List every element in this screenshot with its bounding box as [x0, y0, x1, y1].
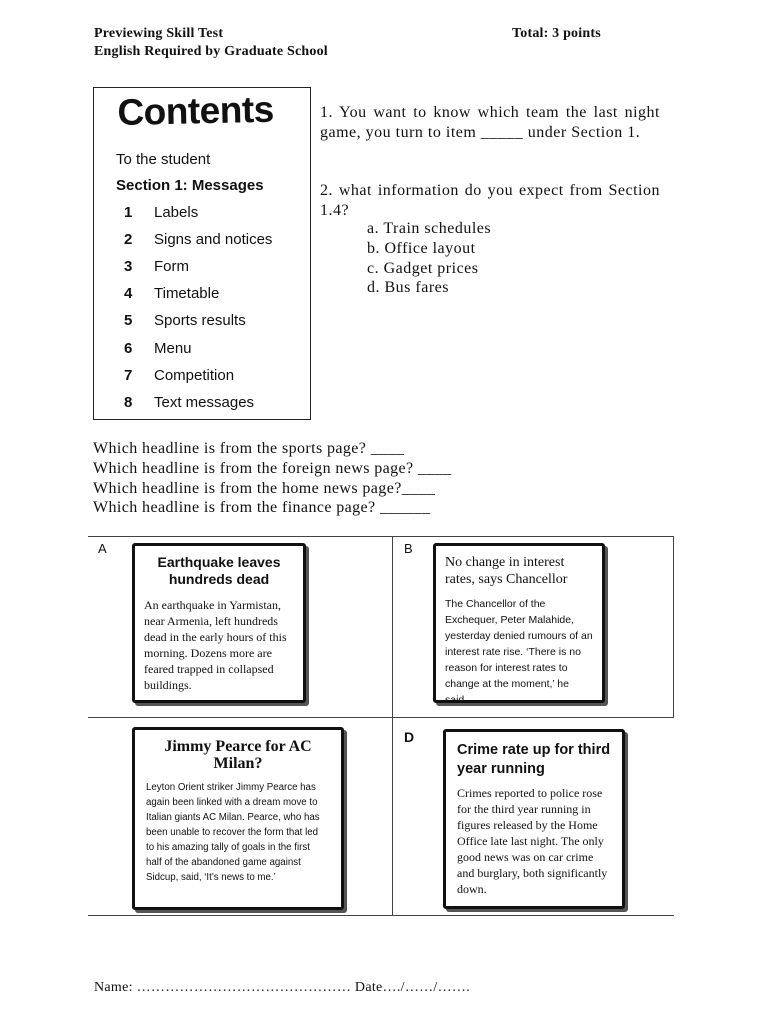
article-c-headline: Jimmy Pearce for AC Milan? — [164, 738, 312, 772]
article-b-body: The Chancellor of the Exchequer, Peter Malahide, yesterday denied rumours of an interest rate rise. ‘There is no reason for interest rates to change at the moment,’ he said. — [445, 598, 593, 706]
item-number: 4 — [124, 285, 133, 302]
contents-item — [124, 394, 254, 411]
to-the-student: To the student — [116, 151, 211, 168]
contents-title: Contents — [117, 88, 275, 133]
headline-grid — [88, 536, 674, 916]
contents-item — [124, 340, 192, 357]
item-number: 7 — [124, 367, 133, 384]
contents-item — [124, 312, 246, 329]
option-d: d. Bus fares — [367, 279, 449, 296]
article-d-letter: D — [404, 729, 415, 745]
article-c-body: Leyton Orient striker Jimmy Pearce has again been linked with a dream move to Italian giants AC Milan. Pearce, who has been unable to recover the form that led to his amazing tally of goals in the first half of the abandoned game against Sidcup, said, ‘It’s news to me.’ — [146, 782, 320, 883]
article-c-card — [132, 727, 344, 910]
item-number: 8 — [124, 394, 133, 411]
item-label: Menu — [154, 340, 192, 357]
item-label: Text messages — [154, 394, 255, 411]
grid-divider — [88, 717, 674, 718]
item-label: Labels — [154, 204, 199, 221]
option-c: c. Gadget prices — [367, 260, 479, 277]
grid-divider — [392, 537, 393, 915]
article-a-body: An earthquake in Yarmistan, near Armenia, left hundreds dead in the early hours of this morning. Dozens more are feared trapped in collapsed buildings. — [144, 598, 287, 692]
article-a-card — [132, 543, 306, 703]
grid-divider — [673, 537, 674, 717]
contents-item — [124, 285, 219, 302]
item-number: 6 — [124, 340, 133, 357]
article-b-headline: No change in interest rates, says Chancellor — [445, 555, 568, 587]
name-date-line: Name: ……………………………………… Date…./……/……. — [94, 980, 471, 995]
option-b: b. Office layout — [367, 240, 476, 257]
question-2: 2. what information do you expect from Section 1.4? — [320, 182, 660, 219]
item-number: 5 — [124, 312, 133, 329]
item-label: Signs and notices — [154, 231, 273, 248]
item-number: 3 — [124, 258, 133, 275]
test-title: Previewing Skill Test — [94, 26, 224, 41]
article-d-card — [443, 729, 625, 909]
item-label: Form — [154, 258, 189, 275]
section-title: Section 1: Messages — [116, 177, 264, 194]
article-d-headline: Crime rate up for third year running — [457, 742, 611, 777]
option-a: a. Train schedules — [367, 220, 492, 237]
article-a-headline: Earthquake leaves hundreds dead — [157, 554, 281, 587]
contents-box — [93, 87, 311, 420]
item-number: 2 — [124, 231, 133, 248]
headline-question-foreign: Which headline is from the foreign news page? ____ — [93, 460, 452, 477]
total-points: Total: 3 points — [512, 26, 601, 41]
test-subtitle: English Required by Graduate School — [94, 44, 328, 59]
item-number: 1 — [124, 204, 133, 221]
headline-question-sports: Which headline is from the sports page? ____ — [93, 440, 405, 457]
article-b-letter: B — [404, 541, 413, 556]
headline-question-home: Which headline is from the home news page?____ — [93, 480, 436, 497]
contents-item — [124, 204, 198, 221]
article-d-body: Crimes reported to police rose for the third year running in figures released by the Home Office late last night. The only good news was on car crime and burglary, both significantly down. — [457, 786, 608, 896]
item-label: Timetable — [154, 285, 220, 302]
question-1: 1. You want to know which team the last night game, you turn to item _____ under Section 1. — [320, 104, 660, 141]
item-label: Competition — [154, 367, 235, 384]
article-b-card — [433, 543, 605, 706]
contents-item — [124, 367, 234, 384]
contents-item — [124, 231, 272, 248]
contents-item — [124, 258, 189, 275]
article-a-letter: A — [98, 541, 107, 556]
item-label: Sports results — [154, 312, 246, 329]
headline-question-finance: Which headline is from the finance page? ______ — [93, 499, 431, 516]
